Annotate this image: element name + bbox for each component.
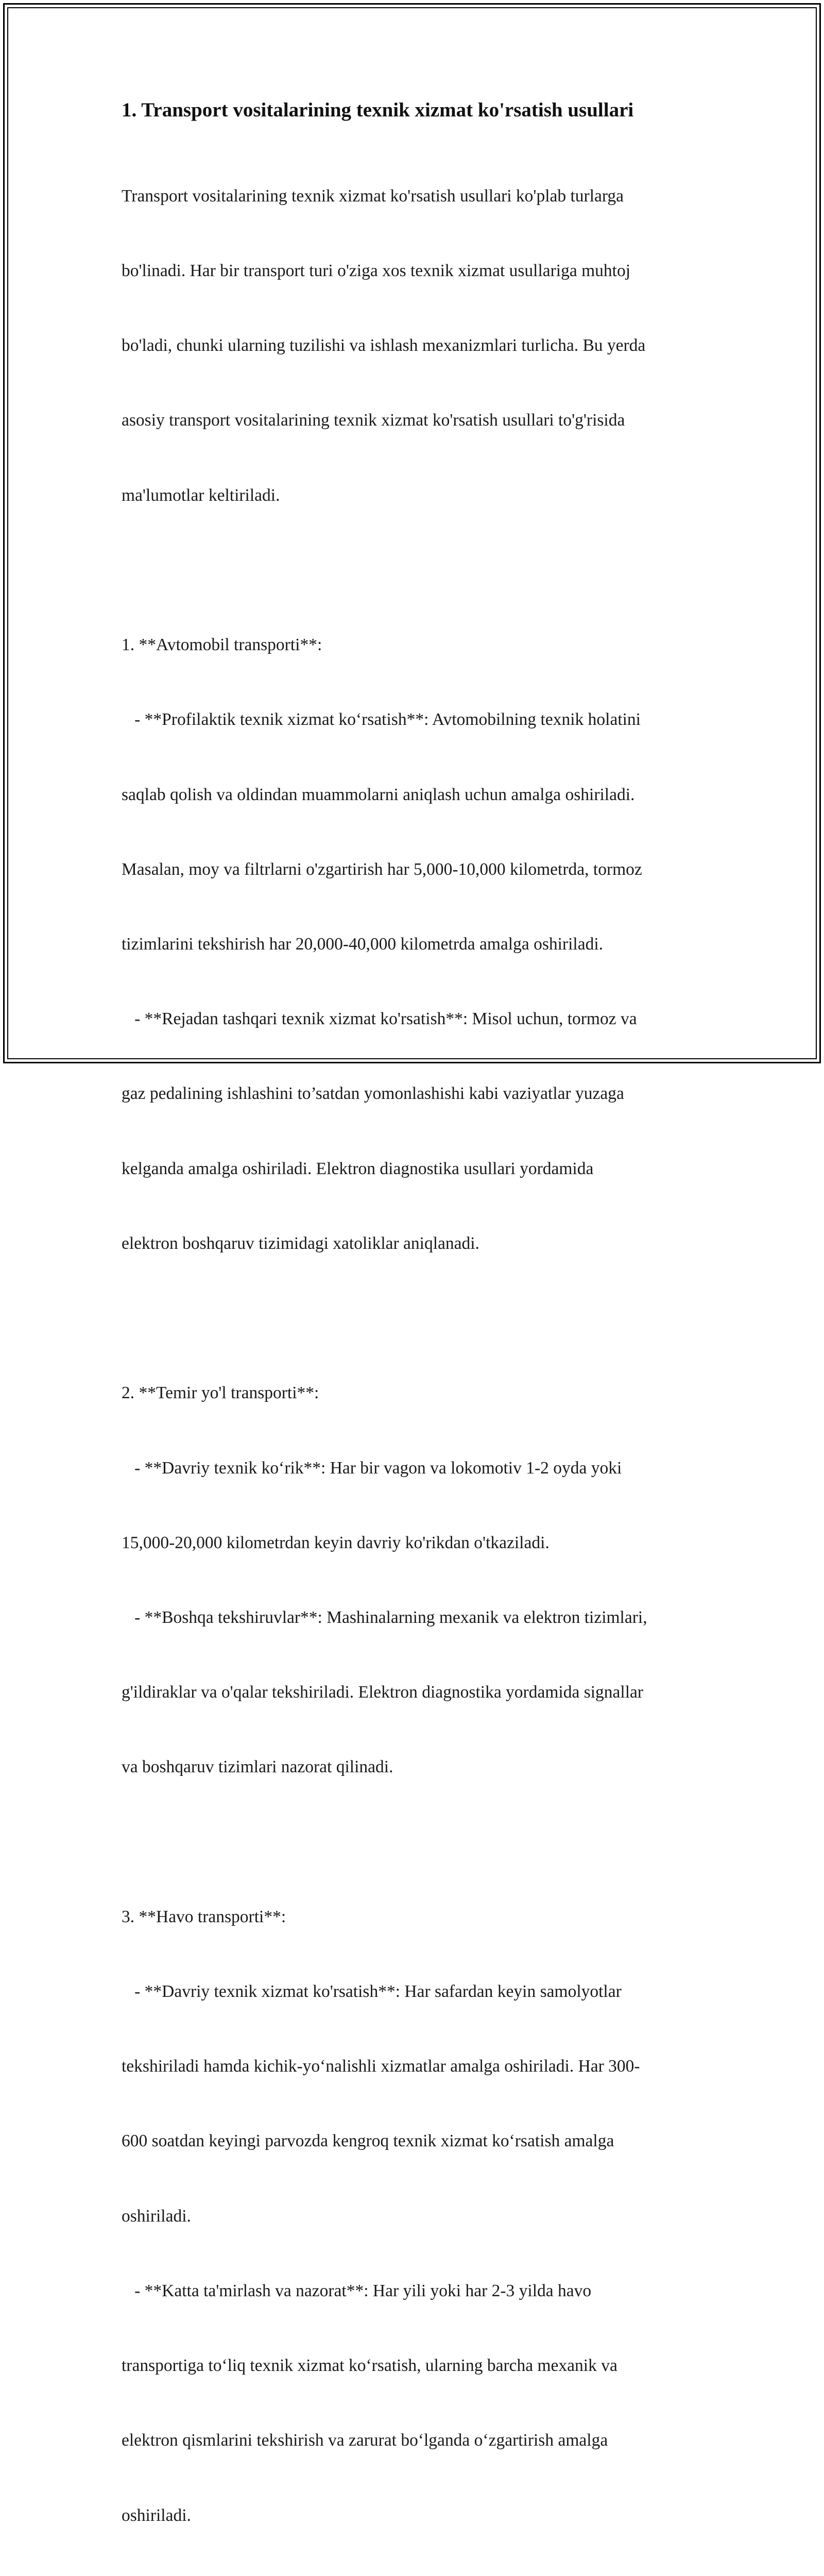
section-line: tekshiriladi hamda kichik-yo‘nalishli xizmatlar amalga oshiriladi. Har 300- [122, 2057, 640, 2076]
section-line: va boshqaruv tizimlari nazorat qilinadi. [122, 1757, 393, 1777]
section-line: 600 soatdan keyingi parvozda kengroq texnik xizmat ko‘rsatish amalga [122, 2131, 614, 2151]
section-line: - **Davriy texnik xizmat ko'rsatish**: Har safardan keyin samolyotlar [122, 1982, 622, 2002]
section-line: gaz pedalining ishlashini to’satdan yomonlashishi kabi vaziyatlar yuzaga [122, 1084, 624, 1104]
section-line: - **Boshqa tekshiruvlar**: Mashinalarning mexanik va elektron tizimlari, [122, 1607, 647, 1627]
section-line: saqlab qolish va oldindan muammolarni aniqlash uchun amalga oshiriladi. [122, 785, 635, 804]
paragraph-gap [122, 1830, 703, 1855]
intro-paragraph [122, 134, 703, 558]
paragraph-gap [122, 1306, 703, 1331]
section-line: oshiriladi. [122, 2505, 191, 2525]
intro-line: bo'linadi. Har bir transport turi o'ziga xos texnik xizmat usullariga muhtoj [122, 261, 631, 281]
section-line: elektron qismlarini tekshirish va zarurat bo‘lganda o‘zgartirish amalga [122, 2431, 608, 2450]
intro-line: bo'ladi, chunki ularning tuzilishi va ishlash mexanizmlari turlicha. Bu yerda [122, 336, 646, 355]
section-line: transportiga to‘liq texnik xizmat ko‘rsatish, ularning barcha mexanik va [122, 2356, 617, 2376]
section-line: oshiriladi. [122, 2206, 191, 2226]
section-heading: 1. **Avtomobil transporti**: [122, 635, 322, 655]
intro-line: Transport vositalarining texnik xizmat ko'rsatish usullari ko'plab turlarga [122, 186, 624, 206]
section-heading: 2. **Temir yo'l transporti**: [122, 1383, 319, 1403]
section-line: elektron boshqaruv tizimidagi xatoliklar aniqlanadi. [122, 1233, 479, 1253]
section-line: - **Rejadan tashqari texnik xizmat ko'rsatish**: Misol uchun, tormoz va [122, 1009, 637, 1029]
intro-line: asosiy transport vositalarining texnik xizmat ko'rsatish usullari to'g'risida [122, 411, 625, 430]
section-line: - **Profilaktik texnik xizmat ko‘rsatish**: Avtomobilning texnik holatini [122, 710, 641, 730]
intro-line: ma'lumotlar keltiriladi. [122, 485, 280, 505]
section-havo [122, 1855, 703, 2576]
section-line: g'ildiraklar va o'qalar tekshiriladi. Elektron diagnostika yordamida signallar [122, 1683, 644, 1702]
section-line: Masalan, moy va filtrlarni o'zgartirish har 5,000-10,000 kilometrda, tormoz [122, 859, 642, 879]
section-temir-yol [122, 1331, 703, 1829]
section-heading: 3. **Havo transporti**: [122, 1907, 286, 1926]
paragraph-gap [122, 558, 703, 583]
section-line: - **Katta ta'mirlash va nazorat**: Har yili yoki har 2-3 yilda havo [122, 2281, 592, 2300]
section-line: tizimlarini tekshirish har 20,000-40,000 kilometrda amalga oshiriladi. [122, 934, 604, 954]
section-avtomobil [122, 583, 703, 1306]
section-line: 15,000-20,000 kilometrdan keyin davriy ko'rikdan o'tkaziladi. [122, 1533, 550, 1552]
section-line: - **Davriy texnik ko‘rik**: Har bir vagon va lokomotiv 1-2 oyda yoki [122, 1458, 622, 1478]
document-title: 1. Transport vositalarining texnik xizmat ko'rsatish usullari [122, 99, 634, 121]
document-body [122, 97, 703, 2576]
section-line: kelganda amalga oshiriladi. Elektron diagnostika usullari yordamida [122, 1159, 594, 1178]
